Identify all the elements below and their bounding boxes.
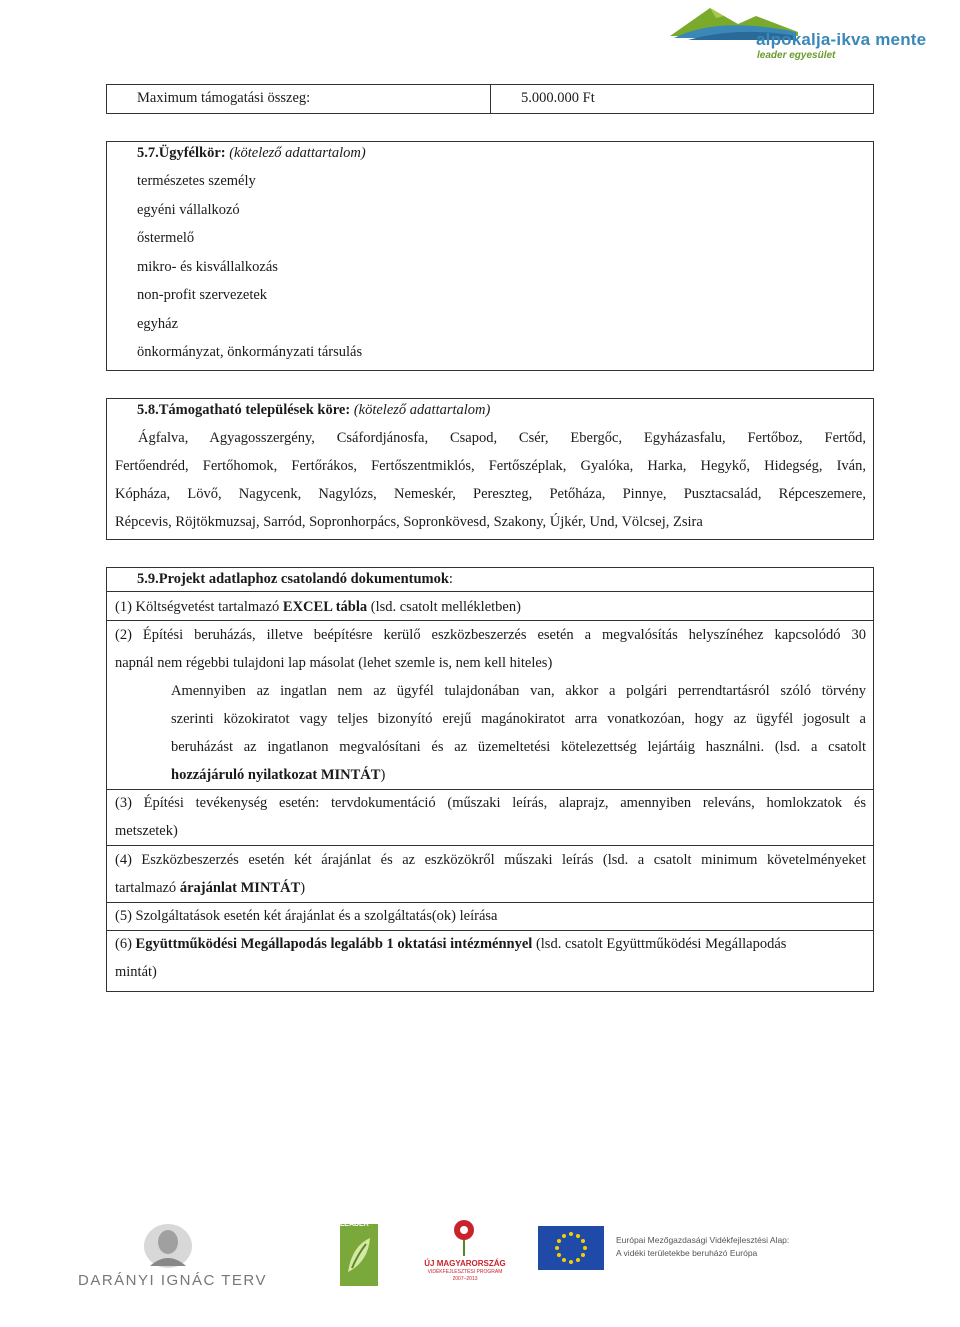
logo-name: alpokalja-ikva mente [756,30,927,49]
list-item: természetes személy [137,173,256,189]
settlement-line: Répcevis, Röjtökmuzsaj, Sarród, Sopronhorpács, Sopronkövesd, Szakony, Újkér, Und, Völcsej, Zsira [115,514,703,530]
section-note: (kötelező adattartalom) [353,402,491,418]
uj-magyarorszag-sub: VIDÉKFEJLESZTÉSI PROGRAM [427,1269,503,1275]
list-item: egyéni vállalkozó [137,202,240,218]
section-number: 5.7. [137,145,159,161]
document-item-2-line: (2) Építési beruházás, illetve beépítésre kerülő eszközbeszerzés esetén a megvalósítás helyszínéhez kapcsolódó 30 [115,627,866,643]
list-item: mikro- és kisvállalkozás [137,259,278,275]
daranyi-text: DARÁNYI IGNÁC TERV [78,1272,267,1289]
list-item: egyház [137,316,179,332]
section-5-8-heading [137,400,490,420]
daranyi-ignac-terv-logo [78,1222,268,1292]
settlement-line: Ágfalva, Agyagosszergény, Csáfordjánosfa, Csapod, Csér, Ebergőc, Egyházasfalu, Fertőboz, Fertőd, [138,430,866,446]
leader-logo [338,1222,380,1288]
section-5-7-box [106,141,874,371]
list-item: önkormányzat, önkormányzati társulás [137,344,363,360]
document-item-2-note-line: hozzájáruló nyilatkozat MINTÁT) [171,767,386,783]
section-title: Projekt adatlaphoz csatolandó dokumentumok [158,571,449,587]
eu-text-line2: A vidéki területekbe beruházó Európa [616,1248,758,1258]
leader-text: LEADER [340,1221,369,1228]
uj-magyarorszag-years: 2007–2013 [452,1276,478,1282]
eu-text-line1: Európai Mezőgazdasági Vidékfejlesztési Alap: [616,1235,790,1245]
document-item-2-line: napnál nem régebbi tulajdoni lap másolat (lehet szemle is, nem kell hiteles) [115,655,553,671]
eu-flag-icon [538,1226,604,1270]
section-5-7-heading [137,143,366,163]
document-item-2-note-line: Amennyiben az ingatlan nem az ügyfél tulajdonában van, akkor a polgári perrendtartásról szóló törvény [171,683,866,699]
document-item-3-line: (3) Építési tevékenység esetén: tervdokumentáció (műszaki leírás, alaprajz, amennyiben releváns, homlokzatok és [115,795,866,811]
logo-subtitle: leader egyesület [757,50,836,61]
section-5-9-heading [137,569,453,589]
list-item: őstermelő [137,230,195,246]
max-support-value: 5.000.000 Ft [521,90,595,106]
document-item-4-line: (4) Eszközbeszerzés esetén két árajánlat és az eszközökről műszaki leírás (lsd. a csatolt minimum követelményeket [115,852,866,868]
section-5-8-box [106,398,874,540]
flower-icon [444,1216,484,1258]
organization-logo [668,2,928,66]
section-title: Támogatható települések köre: [158,402,351,418]
document-item-6-line: (6) Együttműködési Megállapodás legalább 1 oktatási intézménnyel (lsd. csatolt Együttműködési Megállapodás [115,936,787,952]
list-item: non-profit szervezetek [137,287,268,303]
document-item-6-line: mintát) [115,964,157,980]
document-item-4-line: tartalmazó árajánlat MINTÁT) [115,880,306,896]
portrait-icon [138,1222,198,1270]
section-number: 5.9. [137,571,159,587]
document-item-1: (1) Költségvetést tartalmazó EXCEL tábla (lsd. csatolt mellékletben) [115,599,521,615]
max-support-table [106,84,874,114]
section-note: (kötelező adattartalom) [229,145,366,161]
document-item-3-line: metszetek) [115,823,178,839]
uj-magyarorszag-text: ÚJ MAGYARORSZÁG [424,1259,506,1268]
max-support-label: Maximum támogatási összeg: [137,90,311,106]
leader-leaf-icon [338,1222,380,1288]
document-item-2-note-line: beruházást az ingatlanon megvalósítani és az üzemeltetési kötelezettség lejártáig használni. (lsd. a csatolt [171,739,866,755]
document-item-2-note-line: szerinti közokiratot vagy teljes bizonyító erejű magánokiratot arra vonatkozóan, hogy az ügyfél jogosult a [171,711,866,727]
document-item-5: (5) Szolgáltatások esetén két árajánlat és a szolgáltatás(ok) leírása [115,908,498,924]
table-divider [490,85,491,113]
section-title: Ügyfélkör: [158,145,226,161]
section-number: 5.8. [137,402,159,418]
section-5-9-box [106,567,874,992]
section-colon: : [448,571,453,587]
settlement-line: Fertőendréd, Fertőhomok, Fertőrákos, Fertőszentmiklós, Fertőszéplak, Gyalóka, Harka, Hegykő, Hidegség, Iván, [115,458,866,474]
uj-magyarorszag-logo [424,1216,506,1286]
settlement-line: Kópháza, Lövő, Nagycenk, Nagylózs, Nemeskér, Pereszteg, Petőháza, Pinnye, Pusztacsalád, Répceszemere, [115,486,866,502]
